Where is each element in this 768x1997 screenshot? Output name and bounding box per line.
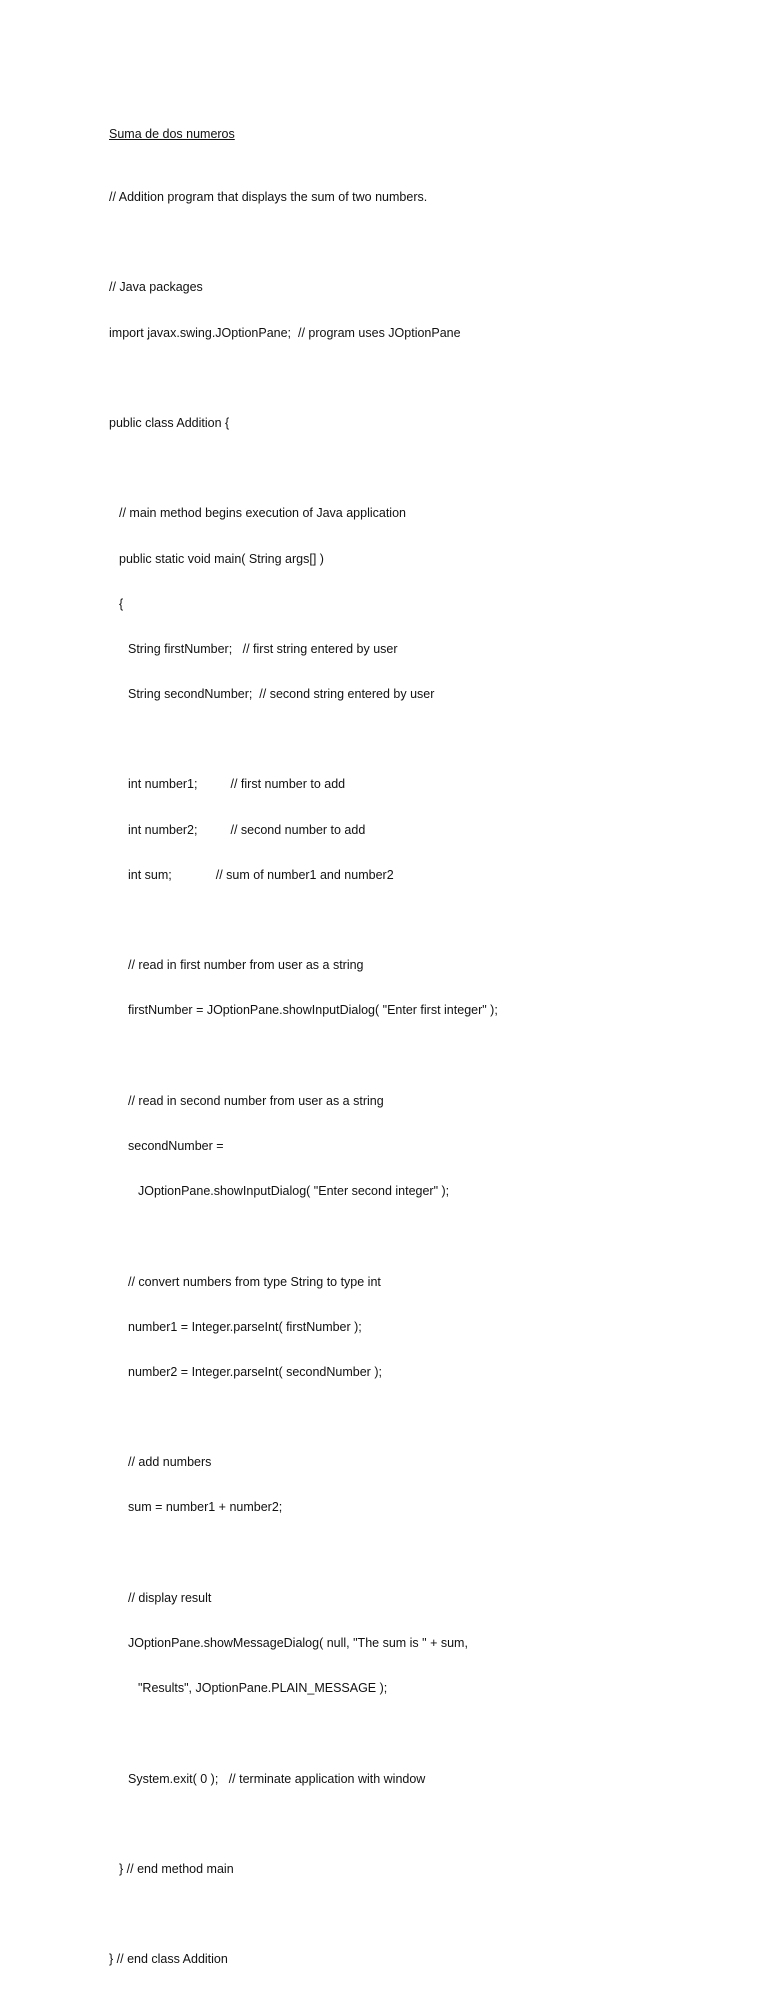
code-line-convert-comment: // convert numbers from type String to type int [128,1274,381,1289]
blank-line [109,1545,498,1562]
code-line-end-class: } // end class Addition [109,1952,228,1967]
blank-line [109,1725,498,1742]
code-text: int number2; [128,822,198,837]
code-comment: // second number to add [230,822,366,837]
code-comment: // sum of number1 and number2 [215,867,394,882]
code-line-read-first: firstNumber = JOptionPane.showInputDialog( "Enter first integer" ); [128,1003,498,1018]
code-listing [109,161,498,1997]
blank-line [109,1409,498,1426]
blank-line [109,1816,498,1833]
blank-line [109,1048,498,1065]
code-text: int sum; [128,867,172,882]
code-line-read-second-comment: // read in second number from user as a string [128,1093,384,1108]
code-line-main-comment: // main method begins execution of Java application [119,506,406,521]
code-line-read-second-continued: JOptionPane.showInputDialog( "Enter second integer" ); [138,1184,450,1199]
code-line-sum: sum = number1 + number2; [128,1500,283,1515]
code-line-display-comment: // display result [128,1590,212,1605]
code-line-end-main: } // end method main [119,1861,234,1876]
code-line-message-dialog-continued: "Results", JOptionPane.PLAIN_MESSAGE ); [138,1681,388,1696]
code-line-message-dialog: JOptionPane.showMessageDialog( null, "The sum is " + sum, [128,1636,468,1650]
code-line-number1-declaration [109,776,498,793]
code-line-parse-number2: number2 = Integer.parseInt( secondNumber ); [128,1364,382,1379]
code-line-parse-number1: number1 = Integer.parseInt( firstNumber ); [128,1319,362,1334]
blank-line [109,460,498,477]
blank-line [109,234,498,251]
blank-line [109,912,498,929]
code-line-number2-declaration [109,822,498,839]
code-line-read-first-comment: // read in first number from user as a string [128,958,364,973]
code-line-first-number-declaration: String firstNumber; // first string entered by user [128,641,398,656]
code-line-sum-declaration [109,867,498,884]
code-line-second-number-declaration: String secondNumber; // second string entered by user [128,687,435,702]
code-text: int number1; [128,777,198,792]
code-comment: // first number to add [230,777,346,792]
code-line-add-comment: // add numbers [128,1455,212,1470]
document-title: Suma de dos numeros [109,127,235,141]
code-line-file-comment: // Addition program that displays the sum of two numbers. [109,190,428,204]
blank-line [109,1906,498,1923]
code-line-open-brace: { [119,596,124,611]
code-line-packages-comment: // Java packages [109,280,203,295]
code-line-class-declaration: public class Addition { [109,415,230,430]
code-line-system-exit: System.exit( 0 ); // terminate application with window [128,1771,426,1786]
blank-line [109,370,498,387]
blank-line [109,1228,498,1245]
code-line-read-second: secondNumber = [128,1138,224,1153]
code-line-main-signature: public static void main( String args[] ) [119,551,324,566]
code-line-import: import javax.swing.JOptionPane; // program uses JOptionPane [109,325,461,340]
blank-line [109,731,498,748]
